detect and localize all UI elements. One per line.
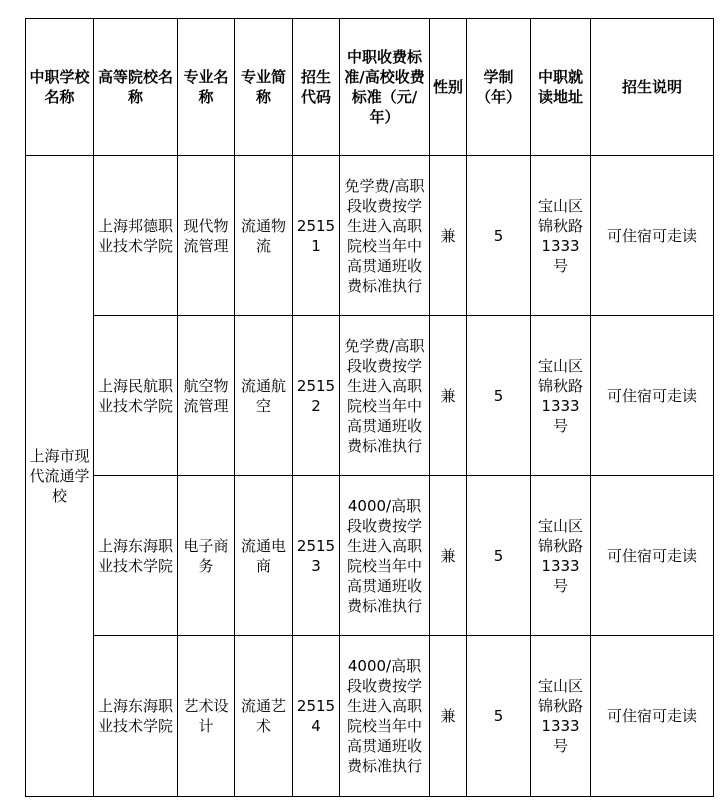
address-cell: 宝山区锦秋路1333号 [531,156,591,316]
table-row [26,156,714,316]
address-cell: 宝山区锦秋路1333号 [531,476,591,636]
header-school: 中职学校名称 [26,19,94,156]
years-cell: 5 [467,156,531,316]
short-cell: 流通航空 [235,316,293,476]
code-cell: 25154 [293,636,340,797]
code-cell: 25152 [293,316,340,476]
gender-cell: 兼 [430,156,467,316]
header-note: 招生说明 [591,19,714,156]
note-cell: 可住宿可走读 [591,316,714,476]
table-row [26,636,714,797]
fee-cell: 免学费/高职段收费按学生进入高职院校当年中高贯通班收费标准执行 [340,156,430,316]
major-cell: 航空物流管理 [178,316,235,476]
gender-cell: 兼 [430,476,467,636]
note-cell: 可住宿可走读 [591,156,714,316]
major-cell: 电子商务 [178,476,235,636]
table-row [26,476,714,636]
header-code: 招生代码 [293,19,340,156]
school-name-cell: 上海市现代流通学校 [26,156,94,797]
header-row [26,19,714,156]
years-cell: 5 [467,636,531,797]
college-cell: 上海东海职业技术学院 [94,476,178,636]
admission-table [25,18,714,797]
code-cell: 25151 [293,156,340,316]
fee-cell: 免学费/高职段收费按学生进入高职院校当年中高贯通班收费标准执行 [340,316,430,476]
years-cell: 5 [467,316,531,476]
major-cell: 艺术设计 [178,636,235,797]
short-cell: 流通电商 [235,476,293,636]
admission-table-wrapper [25,18,714,797]
table-row [26,316,714,476]
header-address: 中职就读地址 [531,19,591,156]
gender-cell: 兼 [430,316,467,476]
major-cell: 现代物流管理 [178,156,235,316]
college-cell: 上海邦德职业技术学院 [94,156,178,316]
years-cell: 5 [467,476,531,636]
short-cell: 流通物流 [235,156,293,316]
gender-cell: 兼 [430,636,467,797]
note-cell: 可住宿可走读 [591,476,714,636]
header-short: 专业简称 [235,19,293,156]
address-cell: 宝山区锦秋路1333号 [531,636,591,797]
note-cell: 可住宿可走读 [591,636,714,797]
address-cell: 宝山区锦秋路1333号 [531,316,591,476]
fee-cell: 4000/高职段收费按学生进入高职院校当年中高贯通班收费标准执行 [340,476,430,636]
header-gender: 性别 [430,19,467,156]
code-cell: 25153 [293,476,340,636]
fee-cell: 4000/高职段收费按学生进入高职院校当年中高贯通班收费标准执行 [340,636,430,797]
short-cell: 流通艺术 [235,636,293,797]
header-years: 学制（年） [467,19,531,156]
header-major: 专业名称 [178,19,235,156]
header-fee: 中职收费标准/高校收费标准（元/年） [340,19,430,156]
header-college: 高等院校名称 [94,19,178,156]
college-cell: 上海东海职业技术学院 [94,636,178,797]
college-cell: 上海民航职业技术学院 [94,316,178,476]
